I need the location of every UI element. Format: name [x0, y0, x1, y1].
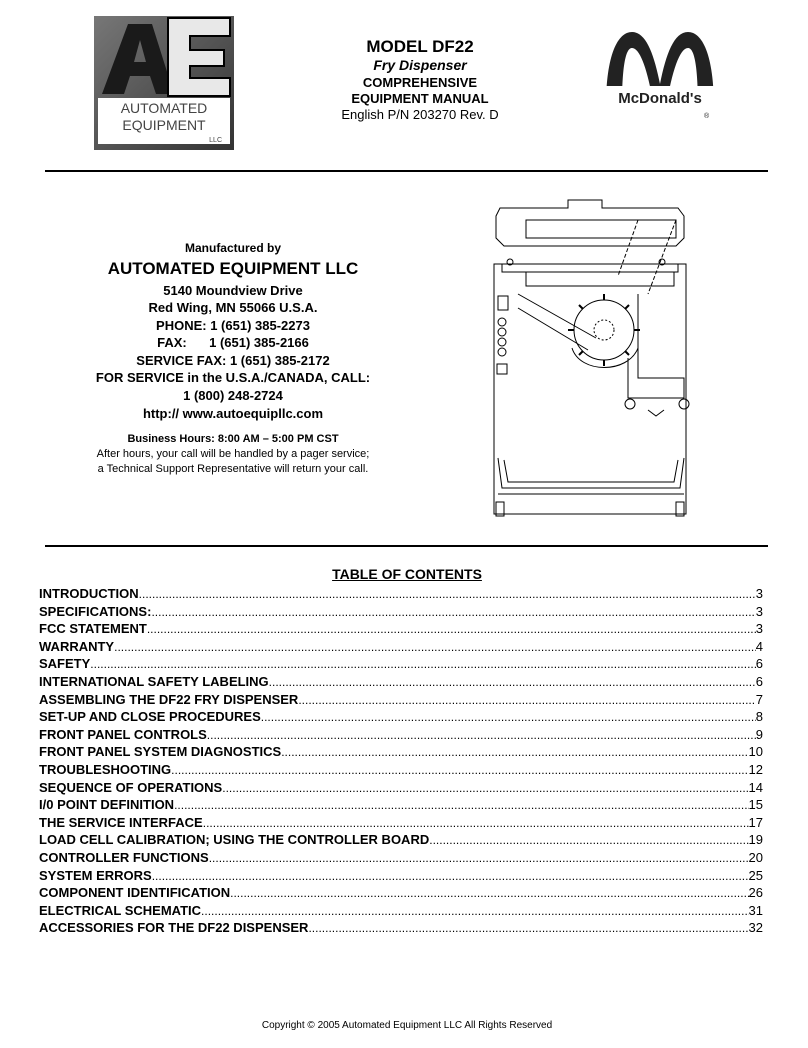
svg-text:EQUIPMENT: EQUIPMENT	[122, 117, 206, 133]
after-hours-note2: a Technical Support Representative will return your call.	[97, 462, 369, 475]
toc-entry-page: 14	[748, 779, 763, 795]
toc-entry-label: SAFETY	[39, 656, 91, 672]
manual-type-line1: COMPREHENSIVE	[362, 74, 478, 90]
toc-entry-page: 7	[755, 691, 763, 707]
toc-entry-label: SYSTEM ERRORS	[39, 867, 152, 883]
toc-entry-label: SPECIFICATIONS:	[39, 603, 152, 619]
toc-entry-label: CONTROLLER FUNCTIONS	[39, 849, 209, 865]
toc-dot-leader	[203, 816, 749, 830]
manual-type-line2: EQUIPMENT MANUAL	[351, 91, 489, 106]
toc-entry[interactable]	[39, 850, 763, 868]
manufactured-by-label: Manufactured by	[184, 241, 281, 255]
svg-text:AUTOMATED: AUTOMATED	[120, 100, 208, 116]
toc-entry[interactable]	[39, 692, 763, 710]
toc-entry[interactable]	[39, 885, 763, 903]
toc-entry-label: INTERNATIONAL SAFETY LABELING	[39, 673, 269, 689]
toc-entry-label: COMPONENT IDENTIFICATION	[39, 885, 231, 901]
toc-entry-page: 31	[748, 902, 763, 918]
manual-title-block	[310, 36, 530, 124]
toc-entry-label: WARRANTY	[39, 638, 115, 654]
toc-entry-label: SET-UP AND CLOSE PROCEDURES	[39, 709, 261, 725]
toc-entry-page: 19	[748, 832, 763, 848]
fax-number: 1 (651) 385-2166	[209, 335, 309, 351]
toc-entry[interactable]	[39, 762, 763, 780]
toc-entry-page: 12	[748, 761, 763, 777]
toc-dot-leader	[281, 745, 748, 759]
toc-entry[interactable]	[39, 674, 763, 692]
toc-entry-label: FRONT PANEL CONTROLS	[39, 726, 207, 742]
toc-entry-label: TROUBLESHOOTING	[39, 761, 172, 777]
header-divider	[45, 170, 768, 172]
fax-label: FAX:	[157, 335, 187, 351]
model-title: MODEL DF22	[366, 37, 474, 56]
toc-entry-page: 6	[755, 656, 763, 672]
toc-dot-leader	[152, 869, 749, 883]
toc-entry-page: 3	[755, 621, 763, 637]
phone-number: PHONE: 1 (651) 385-2273	[156, 317, 310, 333]
toc-dot-leader	[209, 851, 749, 865]
part-number: English P/N 203270 Rev. D	[341, 107, 499, 123]
toc-title: TABLE OF CONTENTS	[332, 566, 482, 582]
toc-dot-leader	[139, 587, 756, 601]
service-phone: 1 (800) 248-2724	[183, 387, 283, 403]
toc-entry-label: I/0 POINT DEFINITION	[39, 797, 175, 813]
toc-entry-page: 32	[748, 920, 763, 936]
toc-entry-label: FRONT PANEL SYSTEM DIAGNOSTICS	[39, 744, 282, 760]
toc-dot-leader	[201, 904, 749, 918]
toc-entry[interactable]	[39, 903, 763, 921]
service-fax: SERVICE FAX: 1 (651) 385-2172	[136, 352, 330, 368]
toc-entry[interactable]	[39, 604, 763, 622]
toc-entry-page: 17	[748, 814, 763, 830]
toc-entry-page: 8	[755, 709, 763, 725]
toc-entry[interactable]	[39, 815, 763, 833]
toc-entry[interactable]	[39, 780, 763, 798]
svg-text:McDonald's: McDonald's	[618, 90, 702, 107]
toc-entry-page: 15	[748, 797, 763, 813]
toc-entry[interactable]	[39, 709, 763, 727]
section-divider	[45, 545, 768, 547]
toc-entry-page: 3	[755, 586, 763, 601]
toc-entry-page: 3	[755, 603, 763, 619]
address-line2: Red Wing, MN 55066 U.S.A.	[148, 300, 318, 316]
toc-entry[interactable]	[39, 727, 763, 745]
svg-text:LLC: LLC	[209, 137, 222, 144]
toc-dot-leader	[269, 675, 756, 689]
toc-entry-label: SEQUENCE OF OPERATIONS	[39, 779, 223, 795]
copyright-notice: Copyright © 2005 Automated Equipment LLC All Rights Reserved	[261, 1020, 553, 1031]
toc-dot-leader	[261, 710, 756, 724]
automated-equipment-logo	[94, 16, 234, 150]
toc-entry[interactable]	[39, 744, 763, 762]
toc-entry-label: FCC STATEMENT	[39, 621, 147, 637]
toc-entry[interactable]	[39, 639, 763, 657]
fax-line	[70, 334, 396, 352]
address-line1: 5140 Moundview Drive	[163, 282, 303, 298]
toc-entry-page: 20	[748, 849, 763, 865]
toc-entry-page: 25	[748, 867, 763, 883]
toc-dot-leader	[90, 657, 755, 671]
toc-entry-page: 9	[755, 726, 763, 742]
mcdonalds-logo	[596, 24, 724, 124]
toc-entry-page: 10	[748, 744, 763, 760]
toc-entry[interactable]	[39, 656, 763, 674]
toc-dot-leader	[298, 693, 755, 707]
toc-entry-label: ASSEMBLING THE DF22 FRY DISPENSER	[39, 691, 299, 707]
toc-list	[39, 586, 763, 938]
toc-entry[interactable]	[39, 621, 763, 639]
toc-entry-page: 26	[748, 885, 763, 901]
toc-dot-leader	[174, 798, 748, 812]
toc-dot-leader	[308, 921, 748, 935]
toc-entry-label: ELECTRICAL SCHEMATIC	[39, 902, 202, 918]
toc-dot-leader	[207, 728, 756, 742]
after-hours-note1: After hours, your call will be handled by a pager service;	[96, 447, 370, 460]
product-subtitle: Fry Dispenser	[373, 57, 467, 74]
toc-entry-label: THE SERVICE INTERFACE	[39, 814, 203, 830]
website-link[interactable]: http:// www.autoequipllc.com	[142, 405, 324, 421]
toc-entry-label: LOAD CELL CALIBRATION; USING THE CONTROLLER BOARD	[39, 832, 430, 848]
toc-entry-label: ACCESSORIES FOR THE DF22 DISPENSER	[39, 920, 309, 936]
toc-dot-leader	[147, 622, 756, 636]
toc-dot-leader	[114, 640, 756, 654]
toc-dot-leader	[171, 763, 748, 777]
toc-dot-leader	[429, 833, 748, 847]
toc-dot-leader	[151, 605, 755, 619]
toc-entry[interactable]	[39, 832, 763, 850]
manufacturer-info	[70, 240, 396, 477]
toc-entry-label: INTRODUCTION	[39, 586, 139, 601]
svg-text:®: ®	[704, 113, 710, 120]
toc-entry[interactable]	[39, 868, 763, 886]
fry-dispenser-illustration	[488, 198, 692, 520]
toc-entry[interactable]	[39, 797, 763, 815]
toc-entry-page: 6	[755, 673, 763, 689]
toc-entry-page: 4	[755, 638, 763, 654]
company-name: AUTOMATED EQUIPMENT LLC	[107, 259, 359, 279]
toc-dot-leader	[222, 781, 748, 795]
toc-entry[interactable]	[39, 920, 763, 938]
toc-dot-leader	[230, 886, 748, 900]
toc-entry[interactable]	[39, 586, 763, 604]
business-hours: Business Hours: 8:00 AM – 5:00 PM CST	[127, 433, 339, 446]
service-call-label: FOR SERVICE in the U.S.A./CANADA, CALL:	[95, 370, 371, 386]
